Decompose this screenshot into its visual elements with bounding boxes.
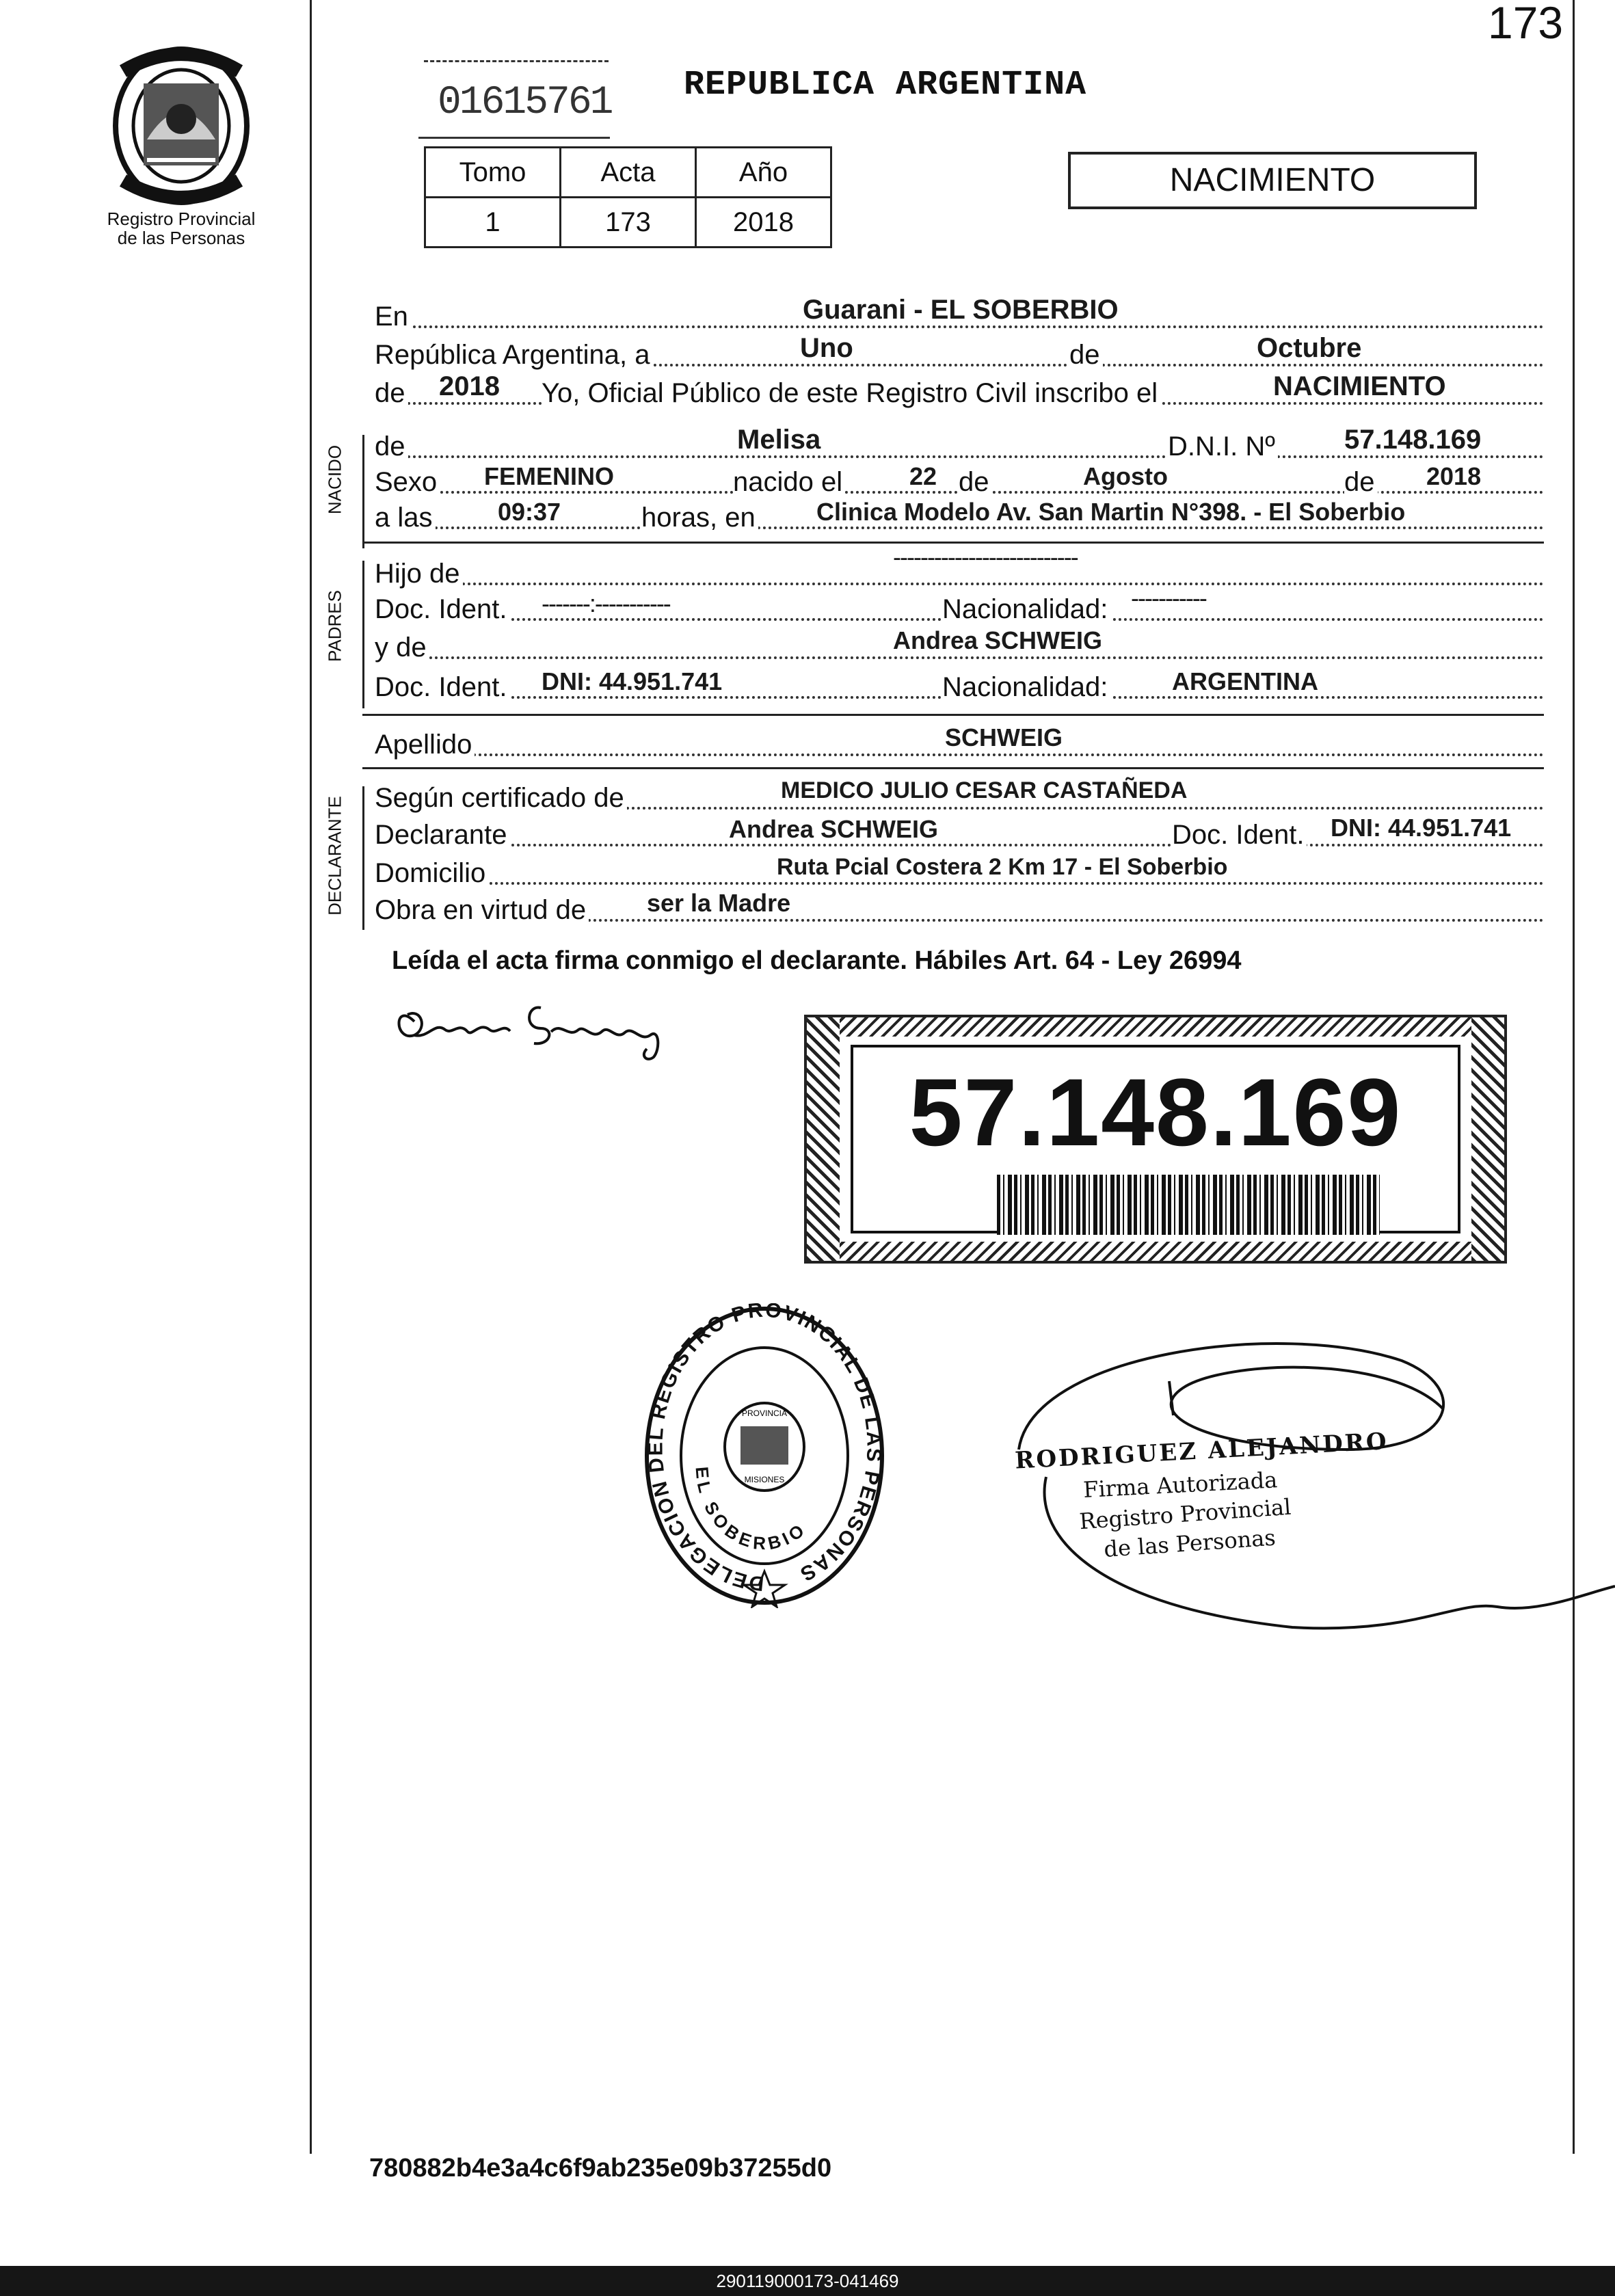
- value-declarant-doc: DNI: 44.951.741: [1331, 814, 1512, 842]
- left-margin-line: [310, 0, 312, 2154]
- row-name: [375, 425, 1544, 465]
- right-margin-line: [1573, 0, 1575, 2154]
- seal-center-top: PROVINCIA: [741, 1409, 788, 1418]
- value-month: Octubre: [1257, 333, 1362, 363]
- dotted-line: [375, 882, 1544, 885]
- sticker-hatch-top: [807, 1017, 1504, 1037]
- declarant-section-bar: [362, 786, 364, 930]
- officer-name: RODRIGUEZ ALEJANDRO: [1014, 1428, 1389, 1475]
- label-child-of: Hijo de: [375, 559, 463, 589]
- value-year: 2018: [439, 371, 500, 401]
- value-first-name: Melisa: [737, 425, 821, 455]
- dotted-line: [375, 455, 1544, 458]
- value-surname: SCHWEIG: [945, 723, 1063, 751]
- office-seal-icon: [641, 1303, 887, 1608]
- value-address: Ruta Pcial Costera 2 Km 17 - El Soberbio: [777, 854, 1228, 880]
- value-father-doc: -------:-----------: [542, 589, 670, 617]
- label-sex: Sexo: [375, 467, 440, 498]
- label-and: y de: [375, 632, 429, 663]
- value-sex: FEMENINO: [484, 462, 615, 490]
- register-header-acta: Acta: [561, 148, 696, 198]
- provincial-logo: [109, 44, 253, 208]
- officer-office-line-2: de las Personas: [1103, 1524, 1277, 1562]
- register-value-acta: 173: [561, 198, 696, 248]
- label-address: Domicilio: [375, 858, 488, 889]
- id-number-sticker: [804, 1015, 1507, 1264]
- born-section-bar: [362, 435, 364, 548]
- logo-caption: [75, 209, 287, 248]
- separator-surname: [362, 767, 1544, 769]
- serial-dashes: [424, 60, 609, 62]
- row-year: [375, 371, 1544, 412]
- label-time: a las: [375, 503, 436, 533]
- value-mother-doc: DNI: 44.951.741: [542, 667, 723, 695]
- value-dni: 57.148.169: [1344, 425, 1482, 455]
- row-mother: [375, 626, 1544, 666]
- document-hash: 780882b4e3a4c6f9ab235e09b37255d0: [369, 2154, 832, 2182]
- separator-parents: [362, 714, 1544, 716]
- value-mother-name: Andrea SCHWEIG: [893, 626, 1103, 654]
- sticker-id-number: 57.148.169: [909, 1058, 1402, 1166]
- officer-office-line-1: Registro Provincial: [1078, 1493, 1292, 1535]
- parents-section-bar: [362, 561, 364, 708]
- label-de-month: de: [1069, 340, 1103, 371]
- declarant-signature-icon: [387, 980, 702, 1069]
- label-dni: D.N.I. Nº: [1168, 431, 1278, 462]
- row-capacity: [375, 889, 1544, 929]
- register-value-ano: 2018: [696, 198, 831, 248]
- row-certificate: [375, 779, 1544, 816]
- dotted-line: [375, 753, 1544, 756]
- logo-caption-line-2: de las Personas: [117, 228, 245, 248]
- label-certificate: Según certificado de: [375, 783, 627, 814]
- seal-inner-text: EL SOBERBIO: [691, 1465, 812, 1554]
- value-capacity: ser la Madre: [647, 889, 791, 917]
- closing-statement: Leída el acta firma conmigo el declarante. Hábiles Art. 64 - Ley 26994: [392, 946, 1242, 975]
- label-place: horas, en: [641, 503, 758, 533]
- value-declarant-name: Andrea SCHWEIG: [729, 815, 939, 843]
- value-mother-nationality: ARGENTINA: [1172, 667, 1318, 695]
- label-inscribe: Yo, Oficial Público de este Registro Civil inscribo el: [542, 378, 1160, 409]
- register-table-value-row: [425, 198, 831, 248]
- row-mother-doc: [375, 669, 1544, 706]
- document-title: REPUBLICA ARGENTINA: [684, 66, 1087, 105]
- label-birth-de: de: [959, 467, 992, 498]
- value-day: Uno: [800, 333, 853, 363]
- value-birth-time: 09:37: [498, 498, 561, 526]
- footer-code-band: [0, 2266, 1615, 2296]
- label-born-on: nacido el: [733, 467, 845, 498]
- label-declarant: Declarante: [375, 820, 509, 851]
- row-time-place: [375, 499, 1544, 536]
- register-table: [424, 146, 832, 248]
- value-birth-year: 2018: [1426, 462, 1482, 490]
- register-header-ano: Año: [696, 148, 831, 198]
- row-sex-birth: [375, 464, 1544, 500]
- section-label-parents: PADRES: [324, 590, 345, 662]
- label-father-doc: Doc. Ident.: [375, 594, 509, 625]
- label-declarant-doc: Doc. Ident.: [1172, 820, 1307, 851]
- sticker-hatch-right: [1471, 1017, 1504, 1261]
- row-date: [375, 333, 1544, 373]
- footer-code: 290119000173-041469: [716, 2271, 899, 2291]
- label-father-nationality: Nacionalidad:: [942, 594, 1110, 625]
- dotted-line: [375, 844, 1544, 846]
- row-father-doc: [375, 584, 1544, 628]
- label-surname: Apellido: [375, 730, 475, 760]
- dotted-line: [375, 656, 1544, 659]
- page-number: 173: [1488, 0, 1564, 48]
- serial-number: 01615761: [438, 81, 612, 125]
- officer-stamp: [1014, 1428, 1398, 1562]
- label-de-year: de: [375, 378, 408, 409]
- label-republic: República Argentina, a: [375, 340, 653, 371]
- office-seal: [641, 1303, 887, 1608]
- label-birth-year-de: de: [1344, 467, 1378, 498]
- row-address: [375, 855, 1544, 892]
- section-label-born: NACIDO: [324, 444, 345, 515]
- label-mother-doc: Doc. Ident.: [375, 672, 509, 703]
- declarant-signature: [387, 980, 702, 1069]
- value-birth-month: Agosto: [1083, 462, 1168, 490]
- row-place: [375, 295, 1544, 335]
- value-certificate-by: MEDICO JULIO CESAR CASTAÑEDA: [781, 777, 1188, 803]
- sticker-barcode: [997, 1175, 1380, 1235]
- seal-ring-text: DELEGACION DEL REGISTRO PROVINCIAL DE LAS PERSONAS: [644, 1303, 885, 1595]
- section-label-declarant: DECLARANTE: [324, 796, 345, 916]
- label-en: En: [375, 302, 411, 332]
- register-table-header-row: [425, 148, 831, 198]
- serial-underline: [418, 137, 610, 139]
- value-birth-place: Clinica Modelo Av. San Martin N°398. - El Soberbio: [816, 498, 1406, 526]
- label-name-de: de: [375, 431, 408, 462]
- sticker-hatch-left: [807, 1017, 840, 1261]
- officer-role: Firma Autorizada: [1082, 1467, 1279, 1504]
- row-declarant: [375, 816, 1544, 853]
- register-value-tomo: 1: [425, 198, 561, 248]
- logo-caption-line-1: Registro Provincial: [107, 209, 256, 229]
- label-mother-nationality: Nacionalidad:: [942, 672, 1110, 703]
- dotted-line: [375, 325, 1544, 328]
- register-header-tomo: Tomo: [425, 148, 561, 198]
- dotted-line: [375, 526, 1544, 529]
- value-father-nationality: -----------: [1131, 584, 1206, 612]
- row-father: [375, 543, 1544, 592]
- value-father-name: ---------------------------: [893, 543, 1078, 571]
- dotted-line: [375, 583, 1544, 585]
- label-capacity: Obra en virtud de: [375, 895, 589, 926]
- record-type-box: NACIMIENTO: [1068, 152, 1477, 209]
- value-act-type: NACIMIENTO: [1273, 371, 1446, 401]
- value-place: Guarani - EL SOBERBIO: [803, 295, 1119, 325]
- value-birth-day: 22: [909, 462, 937, 490]
- row-surname: [375, 723, 1544, 763]
- provincial-logo-icon: [109, 44, 253, 208]
- seal-center-bottom: MISIONES: [744, 1475, 785, 1484]
- sticker-inner: [851, 1045, 1460, 1233]
- sticker-hatch-bottom: [807, 1242, 1504, 1261]
